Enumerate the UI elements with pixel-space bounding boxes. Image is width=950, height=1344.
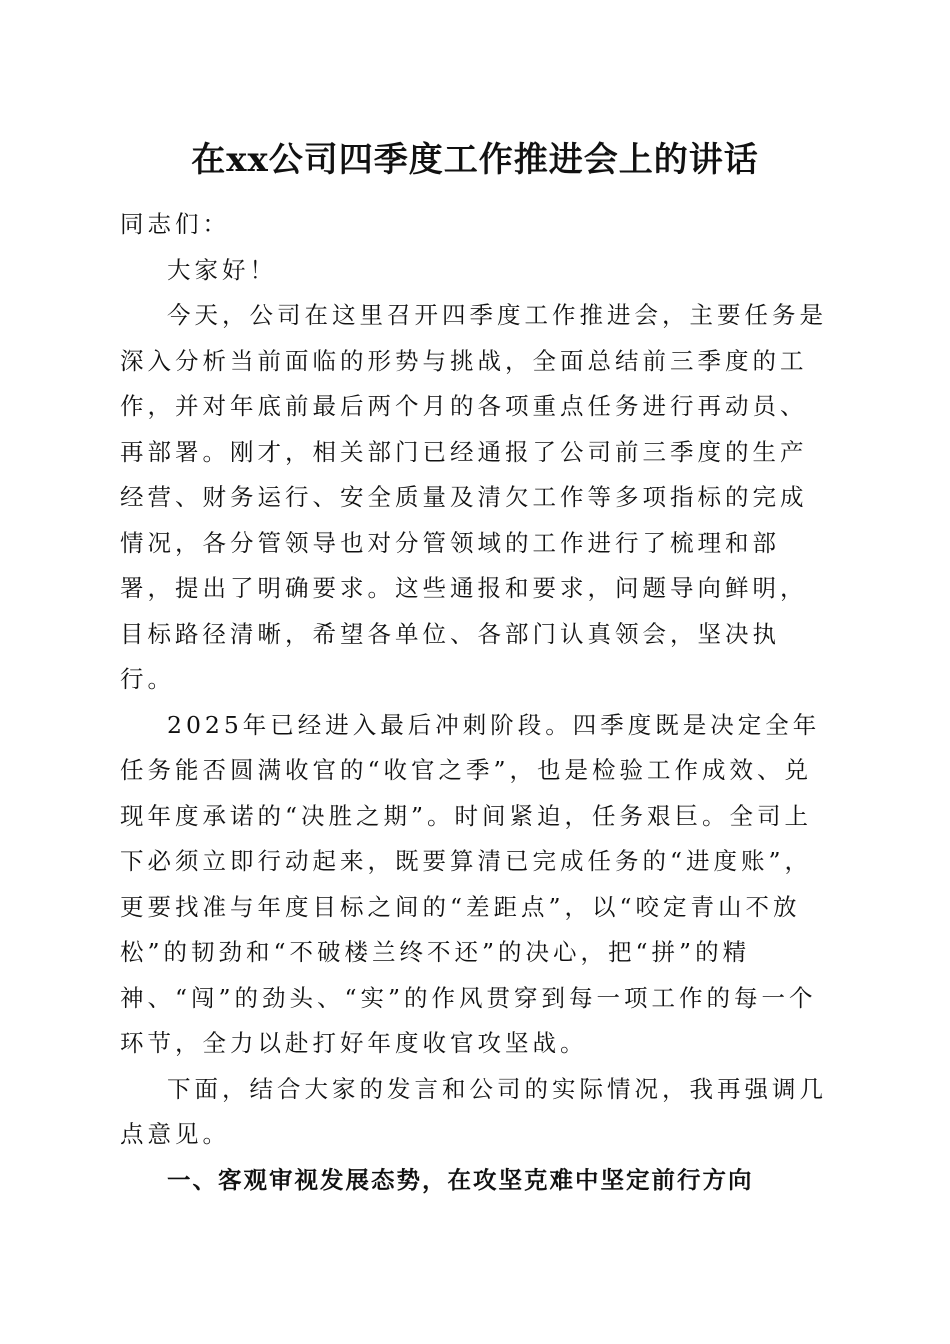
paragraph-transition: 下面，结合大家的发言和公司的实际情况，我再强调几点意见。 (120, 1074, 827, 1148)
paragraph-final-sprint: 2025年已经进入最后冲刺阶段。四季度既是决定全年任务能否圆满收官的“收官之季”，也是检验工作成效、兑现年度承诺的“决胜之期”。时间紧迫，任务艰巨。全司上下必须立即行动起来，既要算清已完成任务的“进度账”，更要找准与年度目标之间的“差距点”，以“咬定青山不放松”的韧劲和“不破楼兰终不还”的决心，把“拼”的精神、“闯”的劲头、“实”的作风贯穿到每一项工作的每一个环节，全力以赴打好年度收官攻坚战。 (120, 710, 821, 1057)
greeting: 大家好！ (167, 255, 277, 284)
salutation: 同志们： (120, 210, 230, 238)
document-body (120, 202, 828, 1203)
document-title: 在xx公司四季度工作推进会上的讲话 (191, 140, 759, 180)
section-heading: 一、客观审视发展态势，在攻坚克难中坚定前行方向 (167, 1165, 754, 1194)
paragraph-opening: 今天，公司在这里召开四季度工作推进会，主要任务是深入分析当前面临的形势与挑战，全面总结前三季度的工作，并对年底前最后两个月的各项重点任务进行再动员、再部署。刚才，相关部门已经通报了公司前三季度的生产经营、财务运行、安全质量及清欠工作等多项指标的完成情况，各分管领导也对分管领域的工作进行了梳理和部署，提出了明确要求。这些通报和要求，问题导向鲜明，目标路径清晰，希望各单位、各部门认真领会，坚决执行。 (120, 301, 827, 693)
